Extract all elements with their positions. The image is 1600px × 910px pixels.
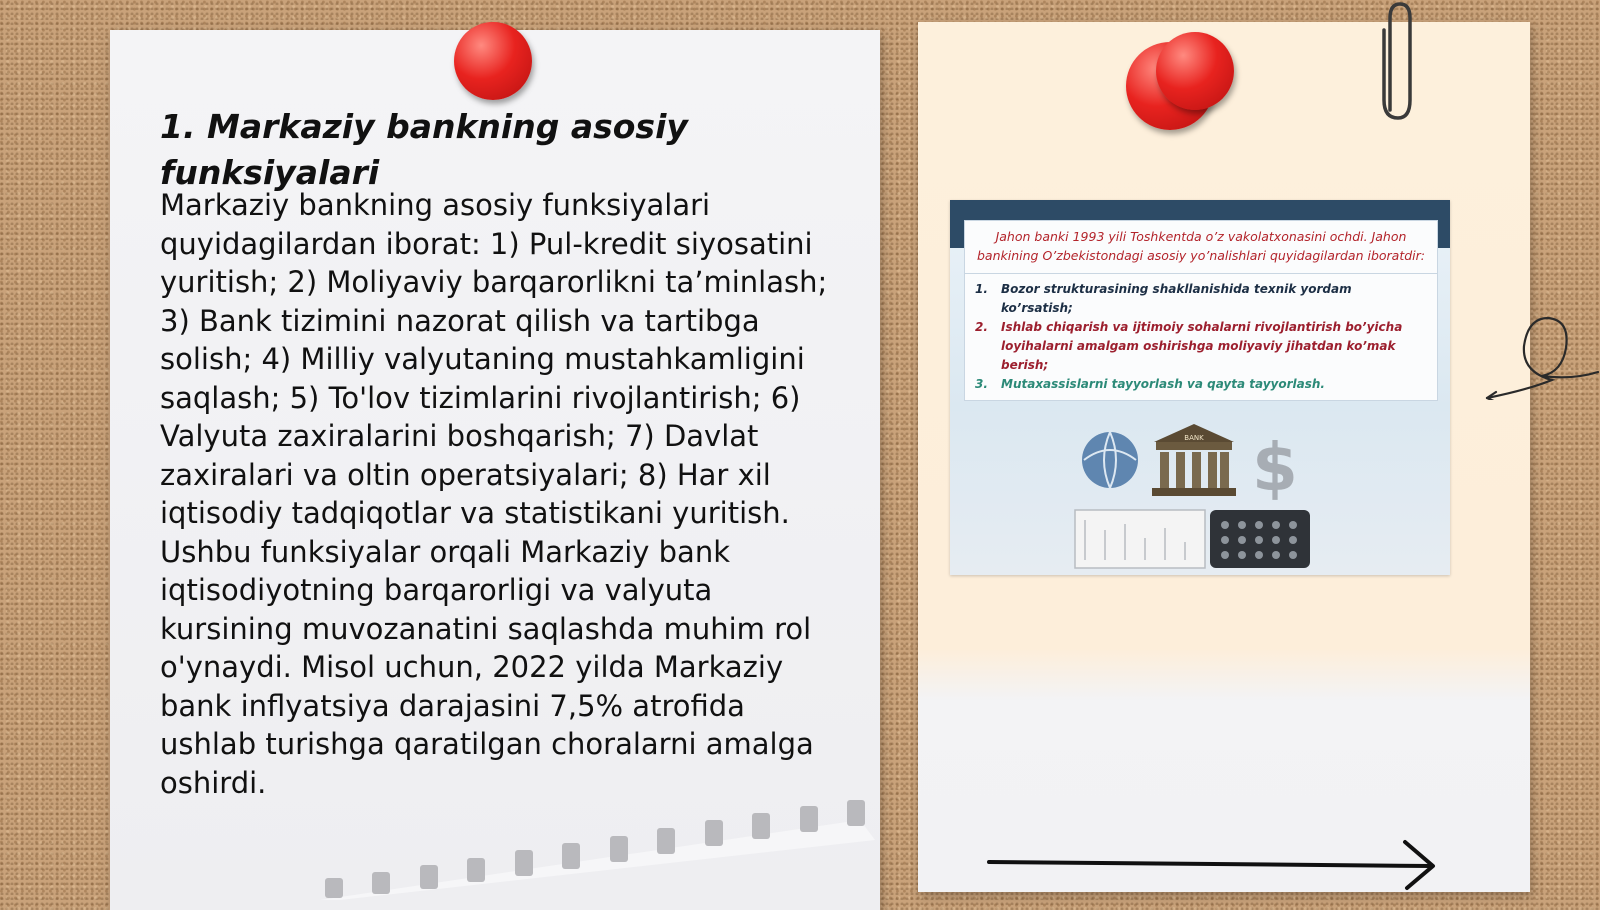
world-bank-image bbox=[950, 200, 1450, 575]
bank-illustration bbox=[1070, 420, 1320, 570]
globe-icon bbox=[1082, 432, 1138, 488]
arrow-right-icon bbox=[985, 836, 1445, 892]
calculator-icon bbox=[1210, 510, 1310, 568]
slide-heading: 1. Markaziy bankning asosiy funksiyalari bbox=[160, 107, 688, 192]
list-text: Mutaxassislarni tayyorlash va qayta tayyorlash. bbox=[1001, 377, 1325, 391]
list-number: 3. bbox=[975, 377, 988, 391]
list-item bbox=[975, 318, 1427, 375]
bank-label: BANK bbox=[1184, 434, 1204, 442]
card-header: Jahon banki 1993 yili Toshkentda o’z vakolatxonasini ochdi. Jahon bankining O’zbekistondagi asosiy yo’nalishlari quyidagilardan iboratdir: bbox=[965, 221, 1437, 274]
pushpin-icon bbox=[454, 22, 532, 100]
paperclip-icon bbox=[1376, 0, 1416, 125]
scribble-ring-icon bbox=[1482, 310, 1600, 400]
chart-paper bbox=[1075, 510, 1205, 568]
card-text-box bbox=[964, 220, 1438, 401]
tape-strip bbox=[320, 800, 880, 900]
list-item bbox=[975, 375, 1427, 394]
list-number: 1. bbox=[975, 282, 988, 296]
pushpin-icon bbox=[1156, 32, 1234, 110]
list-item bbox=[975, 280, 1427, 318]
list-text: Bozor strukturasining shakllanishida texnik yordam ko’rsatish; bbox=[1001, 282, 1352, 315]
body-paragraph: Markaziy bankning asosiy funksiyalari quyidagilardan iborat: 1) Pul-kredit siyosatini yuritish; 2) Moliyaviy barqarorlikni ta’minlash; 3) Bank tizimini nazorat qilish va tartibga solish; 4) Milliy valyutaning mustahkamligini saqlash; 5) To'lov tizimlarini rivojlantirish; 6) Valyuta zaxiralarini boshqarish; 7) Davlat zaxiralari va oltin operatsiyalari; 8) Har xil iqtisodiy tadqiqotlar va statistikani yuritish. Ushbu funksiyalar orqali Markaziy bank iqtisodiyotning barqarorligi va valyuta kursining muvozanatini saqlashda muhim rol o'ynaydi. Misol uchun, 2022 yilda Markaziy bank inflyatsiya darajasini 7,5% atrofida ushlab turishga qaratilgan choralarni amalga oshirdi. bbox=[160, 188, 828, 800]
list-number: 2. bbox=[975, 320, 988, 334]
svg-text:$: $ bbox=[1252, 429, 1298, 506]
bank-building-icon bbox=[1152, 424, 1236, 496]
card-list bbox=[965, 274, 1437, 400]
list-text: Ishlab chiqarish va ijtimoiy sohalarni rivojlantirish bo’yicha loyihalarni amalgam oshirishga moliyaviy jihatdan ko’mak berish; bbox=[1001, 320, 1403, 372]
dollar-sign-icon bbox=[1252, 429, 1298, 506]
